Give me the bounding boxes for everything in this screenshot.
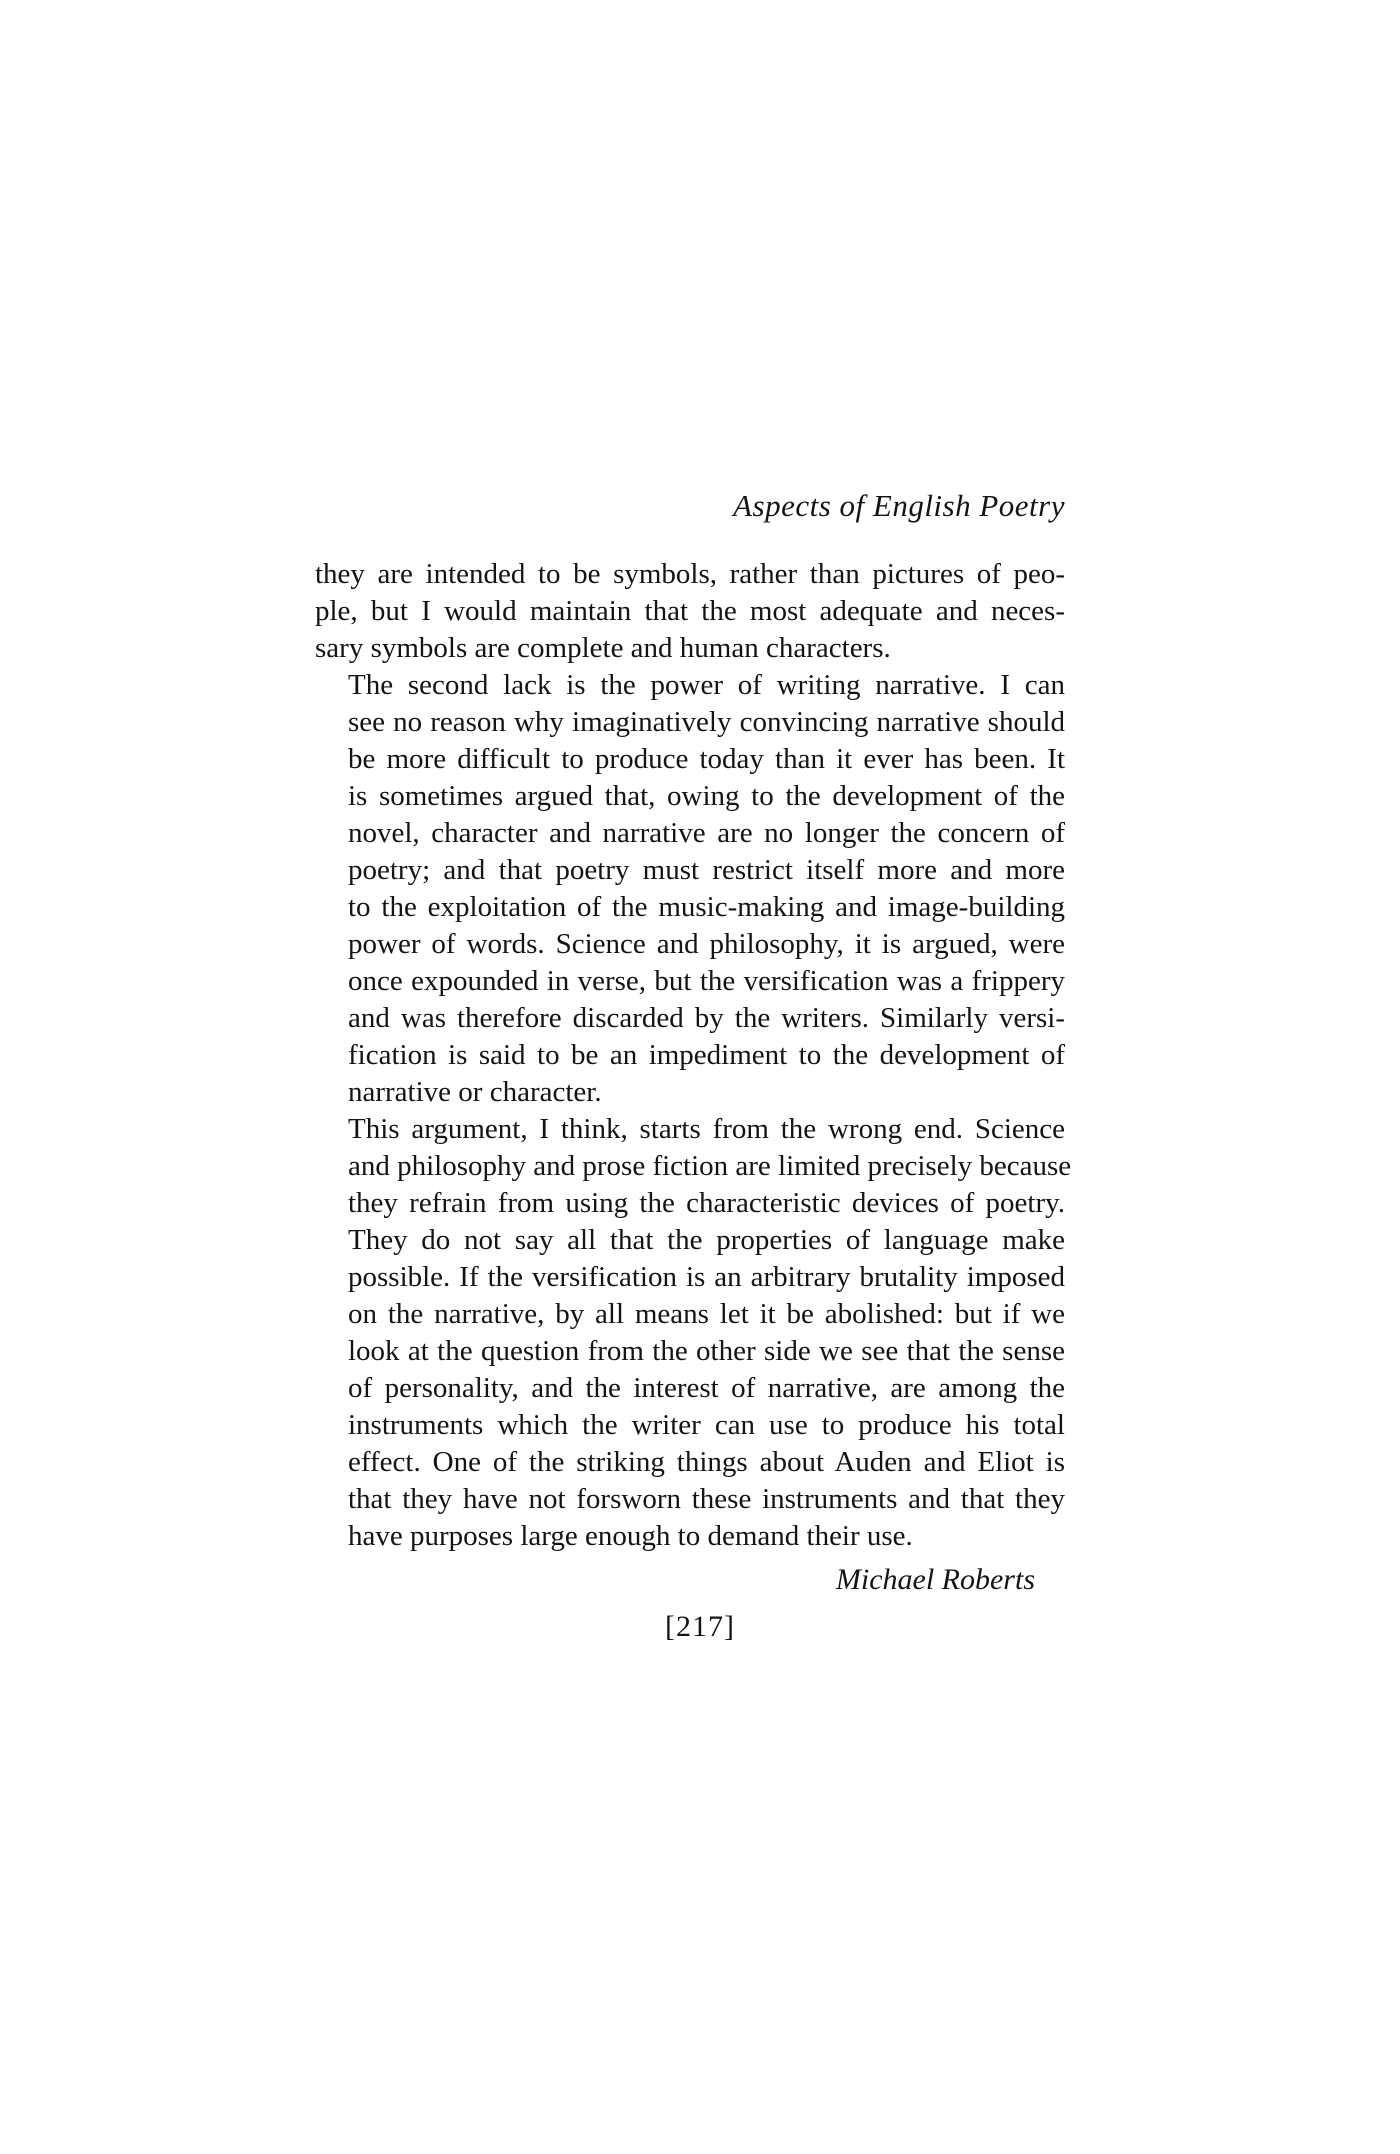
text-line: see no reason why imaginatively convincing narrative should (348, 706, 1065, 738)
text-line: look at the question from the other side we see that the sense (348, 1335, 1065, 1367)
text-line: and philosophy and prose fiction are limited precisely because (348, 1150, 1072, 1182)
text-line: This argument, I think, starts from the wrong end. Science (348, 1113, 1065, 1145)
text-line: have purposes large enough to demand their use. (348, 1520, 913, 1552)
author-signature: Michael Roberts (835, 1563, 1035, 1596)
text-line: novel, character and narrative are no longer the concern of (348, 817, 1065, 849)
text-line: possible. If the versification is an arbitrary brutality imposed (348, 1261, 1065, 1293)
text-line: that they have not forsworn these instruments and that they (348, 1483, 1065, 1515)
text-line: ple, but I would maintain that the most adequate and neces- (315, 595, 1065, 627)
text-line: The second lack is the power of writing narrative. I can (348, 669, 1065, 701)
text-line: once expounded in verse, but the versification was a frippery (348, 965, 1065, 997)
text-line: be more difficult to produce today than it ever has been. It (348, 743, 1065, 775)
text-line: and was therefore discarded by the writers. Similarly versi- (348, 1002, 1065, 1034)
paragraph-3 (315, 1111, 1072, 1555)
text-line: to the exploitation of the music-making and image-building (348, 891, 1065, 923)
body-text (315, 556, 1072, 1555)
page-number: [217] (665, 1610, 735, 1643)
text-line: power of words. Science and philosophy, it is argued, were (348, 928, 1065, 960)
text-line: effect. One of the striking things about Auden and Eliot is (348, 1446, 1065, 1478)
running-head: Aspects of English Poetry (733, 488, 1065, 523)
text-line: of personality, and the interest of narrative, are among the (348, 1372, 1065, 1404)
text-line: they refrain from using the characteristic devices of poetry. (348, 1187, 1065, 1219)
text-line: is sometimes argued that, owing to the development of the (348, 780, 1065, 812)
paragraph-2 (315, 667, 1065, 1111)
text-line: they are intended to be symbols, rather than pictures of peo- (315, 558, 1065, 590)
text-line: poetry; and that poetry must restrict itself more and more (348, 854, 1065, 886)
text-line: on the narrative, by all means let it be abolished: but if we (348, 1298, 1065, 1330)
text-line: They do not say all that the properties of language make (348, 1224, 1065, 1256)
paragraph-1 (315, 556, 1065, 667)
text-line: narrative or character. (348, 1076, 602, 1108)
text-line: sary symbols are complete and human characters. (315, 632, 891, 664)
text-line: instruments which the writer can use to produce his total (348, 1409, 1065, 1441)
text-line: fication is said to be an impediment to the development of (348, 1039, 1065, 1071)
